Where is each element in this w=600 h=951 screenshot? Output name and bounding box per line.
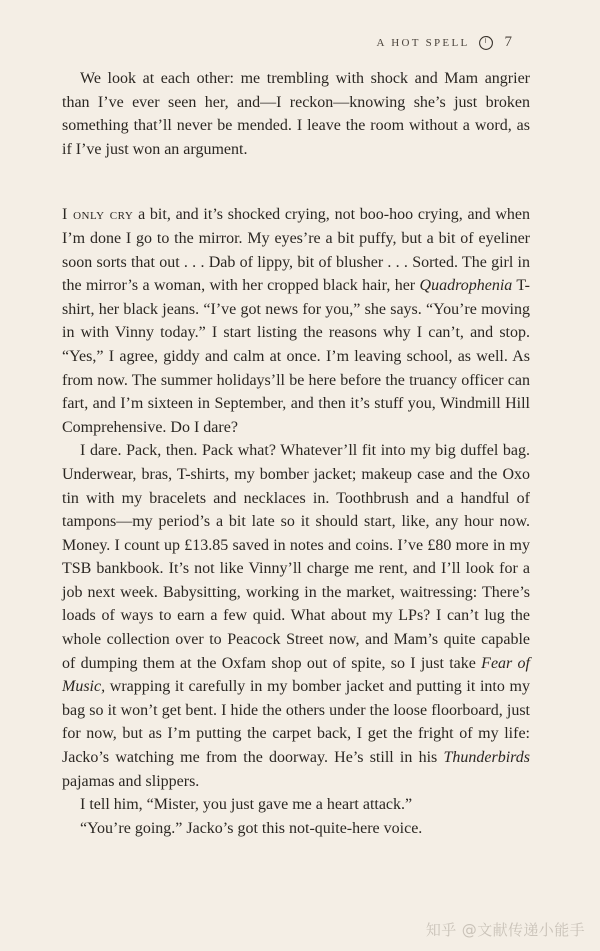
running-title: A HOT SPELL [376,36,470,49]
italic-title-thunderbirds: Thunderbirds [443,749,530,767]
paragraph-3-text-c: pajamas and slippers. [62,772,200,790]
paragraph-4: I tell him, “Mister, you just gave me a heart attack.” [80,796,413,814]
paragraph-3 [62,439,530,793]
paragraph-3-text-b: wrapping it carefully in my bomber jacket and putting it into my bag so it won’t get bent. I hide the others under the loose floorboard, just for now, but as I’m putting the carpet back, I get the fright of my life: Jacko’s watching me from the doorway. He’s still in his [62,678,530,767]
italic-title-quadrophenia: Quadrophenia [419,277,513,295]
paragraph-2-text-a: a bit, and it’s shocked crying, not boo-hoo crying, and when I’m done I go to the mirror. My eyes’re a bit puffy, but a bit of eyeliner soon sorts that out . . . Dab of lippy, bit of blusher . . . Sorted. The girl in the mirror’s a woman, with her cropped black hair, her [62,206,530,295]
paragraph-3-text-a: I dare. Pack, then. Pack what? Whatever’ll fit into my big duffel bag. Underwear, bras, T-shirts, my bomber jacket; makeup case and the Oxo tin with my bracelets and necklaces in. Toothbrush and a handful of tampons—my period’s a bit late so it should start, like, any hour now. Money. I count up £13.85 saved in notes and coins. I’ve £80 more in my TSB bankbook. It’s not like Vinny’ll charge me rent, and I’ll look for a job next week. Babysitting, working in the market, waitressing: There’s loads of ways to earn a few quid. What about my LPs? I can’t lug the whole collection over to Peacock Street now, and Mam’s quite capable of dumping them at the Oxfam shop out of spite, so I just take [62,442,530,672]
clock-icon [478,35,494,51]
running-header [377,34,512,51]
paragraph-2-text-b: T-shirt, her black jeans. “I’ve got news for you,” she says. “You’re moving in with Vinny today.” I start listing the reasons why I can’t, and stop. “Yes,” I agree, giddy and calm at once. I’m leaving school, as well. As from now. The summer holidays’ll be here before the truancy officer can fart, and I’m sixteen in September, and then it’s stuff you, Windmill Hill Comprehensive. Do I dare? [62,277,531,436]
section-lead-in: I only cry [62,206,134,224]
paragraph-1: We look at each other: me trembling with shock and Mam angrier than I’ve ever seen her, and—I reckon—knowing she’s just broken something that’ll never be mended. I leave the room without a word, as if I’ve just won an argument. [62,70,530,158]
section-break [62,161,530,203]
paragraph-5: “You’re going.” Jacko’s got this not-quite-here voice. [80,819,423,837]
page-body [62,67,530,840]
paragraph-2 [62,203,530,439]
italic-title-fear-of-music: Fear of Music, [62,654,530,696]
page-number: 7 [504,34,512,50]
watermark: 知乎 @文献传递小能手 [425,921,585,939]
